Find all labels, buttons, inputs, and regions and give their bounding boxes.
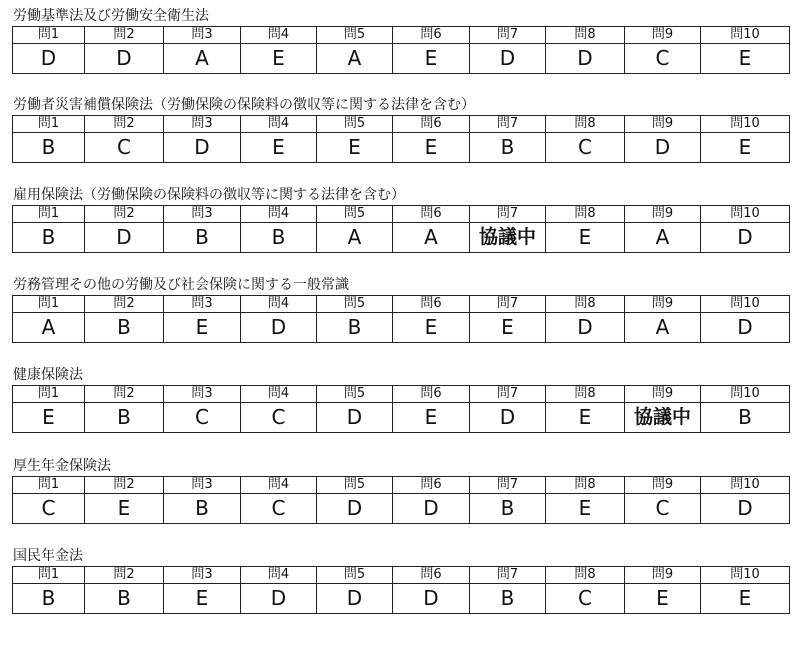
question-number-cell: 問4 bbox=[241, 477, 317, 494]
question-number-cell: 問1 bbox=[13, 296, 85, 313]
answer-cell: C bbox=[625, 44, 701, 74]
answer-cell: D bbox=[393, 494, 470, 524]
question-number-cell: 問4 bbox=[241, 567, 317, 584]
question-number-cell: 問2 bbox=[85, 296, 164, 313]
question-number-cell: 問4 bbox=[241, 116, 317, 133]
answer-cell: C bbox=[164, 403, 241, 433]
question-number-cell: 問1 bbox=[13, 567, 85, 584]
question-number-cell: 問8 bbox=[546, 27, 625, 44]
answer-cell: B bbox=[317, 313, 393, 343]
section-title: 労働者災害補償保険法（労働保険の保険料の徴収等に関する法律を含む） bbox=[13, 97, 475, 113]
question-number-cell: 問5 bbox=[317, 386, 393, 403]
question-number-cell: 問4 bbox=[241, 206, 317, 223]
answer-cell: E bbox=[85, 494, 164, 524]
answer-cell: B bbox=[470, 584, 546, 614]
question-number-cell: 問2 bbox=[85, 206, 164, 223]
question-row bbox=[13, 296, 790, 313]
answer-row bbox=[13, 44, 790, 74]
answer-cell: D bbox=[701, 494, 790, 524]
answer-cell: E bbox=[701, 44, 790, 74]
answer-cell: C bbox=[85, 133, 164, 163]
question-number-cell: 問6 bbox=[393, 206, 470, 223]
answer-row bbox=[13, 403, 790, 433]
section-title: 厚生年金保険法 bbox=[13, 458, 111, 474]
answer-cell: C bbox=[625, 494, 701, 524]
answer-cell: E bbox=[241, 44, 317, 74]
question-number-cell: 問9 bbox=[625, 296, 701, 313]
question-number-cell: 問1 bbox=[13, 206, 85, 223]
answer-cell: E bbox=[393, 313, 470, 343]
subject-section bbox=[12, 546, 789, 614]
question-number-cell: 問2 bbox=[85, 27, 164, 44]
question-number-cell: 問7 bbox=[470, 296, 546, 313]
question-row bbox=[13, 116, 790, 133]
question-number-cell: 問3 bbox=[164, 27, 241, 44]
answer-cell: B bbox=[470, 133, 546, 163]
answer-cell: E bbox=[701, 133, 790, 163]
question-number-cell: 問6 bbox=[393, 477, 470, 494]
answer-cell: E bbox=[317, 133, 393, 163]
answer-cell: E bbox=[393, 133, 470, 163]
answer-cell: B bbox=[85, 584, 164, 614]
answer-cell: B bbox=[85, 403, 164, 433]
answer-cell: C bbox=[13, 494, 85, 524]
section-title: 健康保険法 bbox=[13, 367, 83, 383]
question-number-cell: 問7 bbox=[470, 27, 546, 44]
answer-table bbox=[12, 115, 790, 163]
answer-cell: E bbox=[393, 44, 470, 74]
question-number-cell: 問7 bbox=[470, 206, 546, 223]
answer-cell: B bbox=[241, 223, 317, 253]
question-number-cell: 問9 bbox=[625, 116, 701, 133]
question-number-cell: 問8 bbox=[546, 567, 625, 584]
answer-cell: D bbox=[13, 44, 85, 74]
question-row bbox=[13, 386, 790, 403]
question-number-cell: 問9 bbox=[625, 477, 701, 494]
question-number-cell: 問6 bbox=[393, 296, 470, 313]
question-number-cell: 問5 bbox=[317, 27, 393, 44]
answer-cell: D bbox=[701, 223, 790, 253]
question-number-cell: 問10 bbox=[701, 206, 790, 223]
subject-section bbox=[12, 6, 789, 74]
answer-cell: C bbox=[241, 403, 317, 433]
answer-cell: 協議中 bbox=[470, 223, 546, 253]
answer-cell: E bbox=[393, 403, 470, 433]
answer-cell: B bbox=[85, 313, 164, 343]
answer-row bbox=[13, 494, 790, 524]
question-number-cell: 問3 bbox=[164, 296, 241, 313]
question-number-cell: 問2 bbox=[85, 477, 164, 494]
question-number-cell: 問6 bbox=[393, 27, 470, 44]
question-number-cell: 問8 bbox=[546, 296, 625, 313]
question-number-cell: 問10 bbox=[701, 116, 790, 133]
answer-cell: D bbox=[701, 313, 790, 343]
answer-cell: C bbox=[241, 494, 317, 524]
question-number-cell: 問10 bbox=[701, 567, 790, 584]
question-number-cell: 問10 bbox=[701, 296, 790, 313]
question-number-cell: 問7 bbox=[470, 386, 546, 403]
question-number-cell: 問3 bbox=[164, 206, 241, 223]
question-number-cell: 問5 bbox=[317, 477, 393, 494]
section-title: 国民年金法 bbox=[13, 548, 83, 564]
question-number-cell: 問7 bbox=[470, 567, 546, 584]
answer-cell: D bbox=[546, 44, 625, 74]
answer-cell: E bbox=[164, 313, 241, 343]
question-number-cell: 問2 bbox=[85, 386, 164, 403]
answer-cell: 協議中 bbox=[625, 403, 701, 433]
question-number-cell: 問3 bbox=[164, 116, 241, 133]
subject-section bbox=[12, 456, 789, 524]
subject-section bbox=[12, 275, 789, 343]
answer-cell: A bbox=[317, 44, 393, 74]
answer-cell: E bbox=[164, 584, 241, 614]
question-number-cell: 問9 bbox=[625, 206, 701, 223]
section-title: 労働基準法及び労働安全衛生法 bbox=[13, 8, 209, 24]
answer-cell: A bbox=[393, 223, 470, 253]
question-number-cell: 問7 bbox=[470, 116, 546, 133]
answer-cell: B bbox=[701, 403, 790, 433]
answer-cell: A bbox=[13, 313, 85, 343]
answer-cell: E bbox=[701, 584, 790, 614]
answer-table bbox=[12, 566, 790, 614]
answer-table bbox=[12, 205, 790, 253]
answer-cell: D bbox=[317, 403, 393, 433]
answer-row bbox=[13, 133, 790, 163]
answer-cell: A bbox=[317, 223, 393, 253]
subject-section bbox=[12, 365, 789, 433]
question-number-cell: 問1 bbox=[13, 116, 85, 133]
question-number-cell: 問1 bbox=[13, 27, 85, 44]
question-number-cell: 問5 bbox=[317, 567, 393, 584]
question-number-cell: 問1 bbox=[13, 477, 85, 494]
answer-cell: E bbox=[546, 223, 625, 253]
answer-cell: A bbox=[625, 313, 701, 343]
question-number-cell: 問5 bbox=[317, 116, 393, 133]
answer-cell: D bbox=[546, 313, 625, 343]
subject-section bbox=[12, 185, 789, 253]
answer-table bbox=[12, 476, 790, 524]
answer-cell: D bbox=[317, 584, 393, 614]
answer-cell: B bbox=[13, 223, 85, 253]
answer-cell: C bbox=[546, 133, 625, 163]
answer-cell: D bbox=[317, 494, 393, 524]
answer-cell: B bbox=[13, 133, 85, 163]
question-number-cell: 問9 bbox=[625, 567, 701, 584]
question-number-cell: 問8 bbox=[546, 386, 625, 403]
question-number-cell: 問6 bbox=[393, 386, 470, 403]
question-row bbox=[13, 477, 790, 494]
answer-cell: B bbox=[470, 494, 546, 524]
answer-cell: E bbox=[13, 403, 85, 433]
question-row bbox=[13, 27, 790, 44]
question-number-cell: 問3 bbox=[164, 386, 241, 403]
answer-cell: E bbox=[470, 313, 546, 343]
answer-table bbox=[12, 295, 790, 343]
answer-table bbox=[12, 385, 790, 433]
answer-cell: D bbox=[241, 313, 317, 343]
answer-cell: B bbox=[164, 223, 241, 253]
question-number-cell: 問4 bbox=[241, 296, 317, 313]
question-number-cell: 問10 bbox=[701, 386, 790, 403]
answer-cell: D bbox=[470, 44, 546, 74]
question-number-cell: 問6 bbox=[393, 567, 470, 584]
answer-cell: E bbox=[625, 584, 701, 614]
question-number-cell: 問3 bbox=[164, 477, 241, 494]
question-number-cell: 問1 bbox=[13, 386, 85, 403]
subject-section bbox=[12, 95, 789, 163]
answer-cell: C bbox=[546, 584, 625, 614]
answer-cell: E bbox=[546, 403, 625, 433]
answer-cell: B bbox=[13, 584, 85, 614]
question-number-cell: 問8 bbox=[546, 116, 625, 133]
question-number-cell: 問2 bbox=[85, 567, 164, 584]
answer-cell: B bbox=[164, 494, 241, 524]
answer-cell: D bbox=[625, 133, 701, 163]
question-number-cell: 問8 bbox=[546, 206, 625, 223]
question-row bbox=[13, 567, 790, 584]
answer-cell: D bbox=[85, 223, 164, 253]
question-number-cell: 問10 bbox=[701, 477, 790, 494]
question-number-cell: 問7 bbox=[470, 477, 546, 494]
question-number-cell: 問4 bbox=[241, 27, 317, 44]
question-number-cell: 問2 bbox=[85, 116, 164, 133]
question-number-cell: 問8 bbox=[546, 477, 625, 494]
answer-cell: E bbox=[241, 133, 317, 163]
answer-cell: D bbox=[85, 44, 164, 74]
answer-row bbox=[13, 223, 790, 253]
answer-row bbox=[13, 313, 790, 343]
question-row bbox=[13, 206, 790, 223]
answer-cell: D bbox=[241, 584, 317, 614]
question-number-cell: 問9 bbox=[625, 386, 701, 403]
answer-cell: D bbox=[470, 403, 546, 433]
answer-cell: A bbox=[164, 44, 241, 74]
question-number-cell: 問4 bbox=[241, 386, 317, 403]
question-number-cell: 問9 bbox=[625, 27, 701, 44]
question-number-cell: 問6 bbox=[393, 116, 470, 133]
section-title: 労務管理その他の労働及び社会保険に関する一般常識 bbox=[13, 277, 349, 293]
section-title: 雇用保険法（労働保険の保険料の徴収等に関する法律を含む） bbox=[13, 187, 405, 203]
question-number-cell: 問10 bbox=[701, 27, 790, 44]
answer-row bbox=[13, 584, 790, 614]
answer-cell: A bbox=[625, 223, 701, 253]
question-number-cell: 問5 bbox=[317, 296, 393, 313]
question-number-cell: 問5 bbox=[317, 206, 393, 223]
answer-cell: D bbox=[164, 133, 241, 163]
question-number-cell: 問3 bbox=[164, 567, 241, 584]
answer-cell: D bbox=[393, 584, 470, 614]
answer-cell: E bbox=[546, 494, 625, 524]
answer-table bbox=[12, 26, 790, 74]
